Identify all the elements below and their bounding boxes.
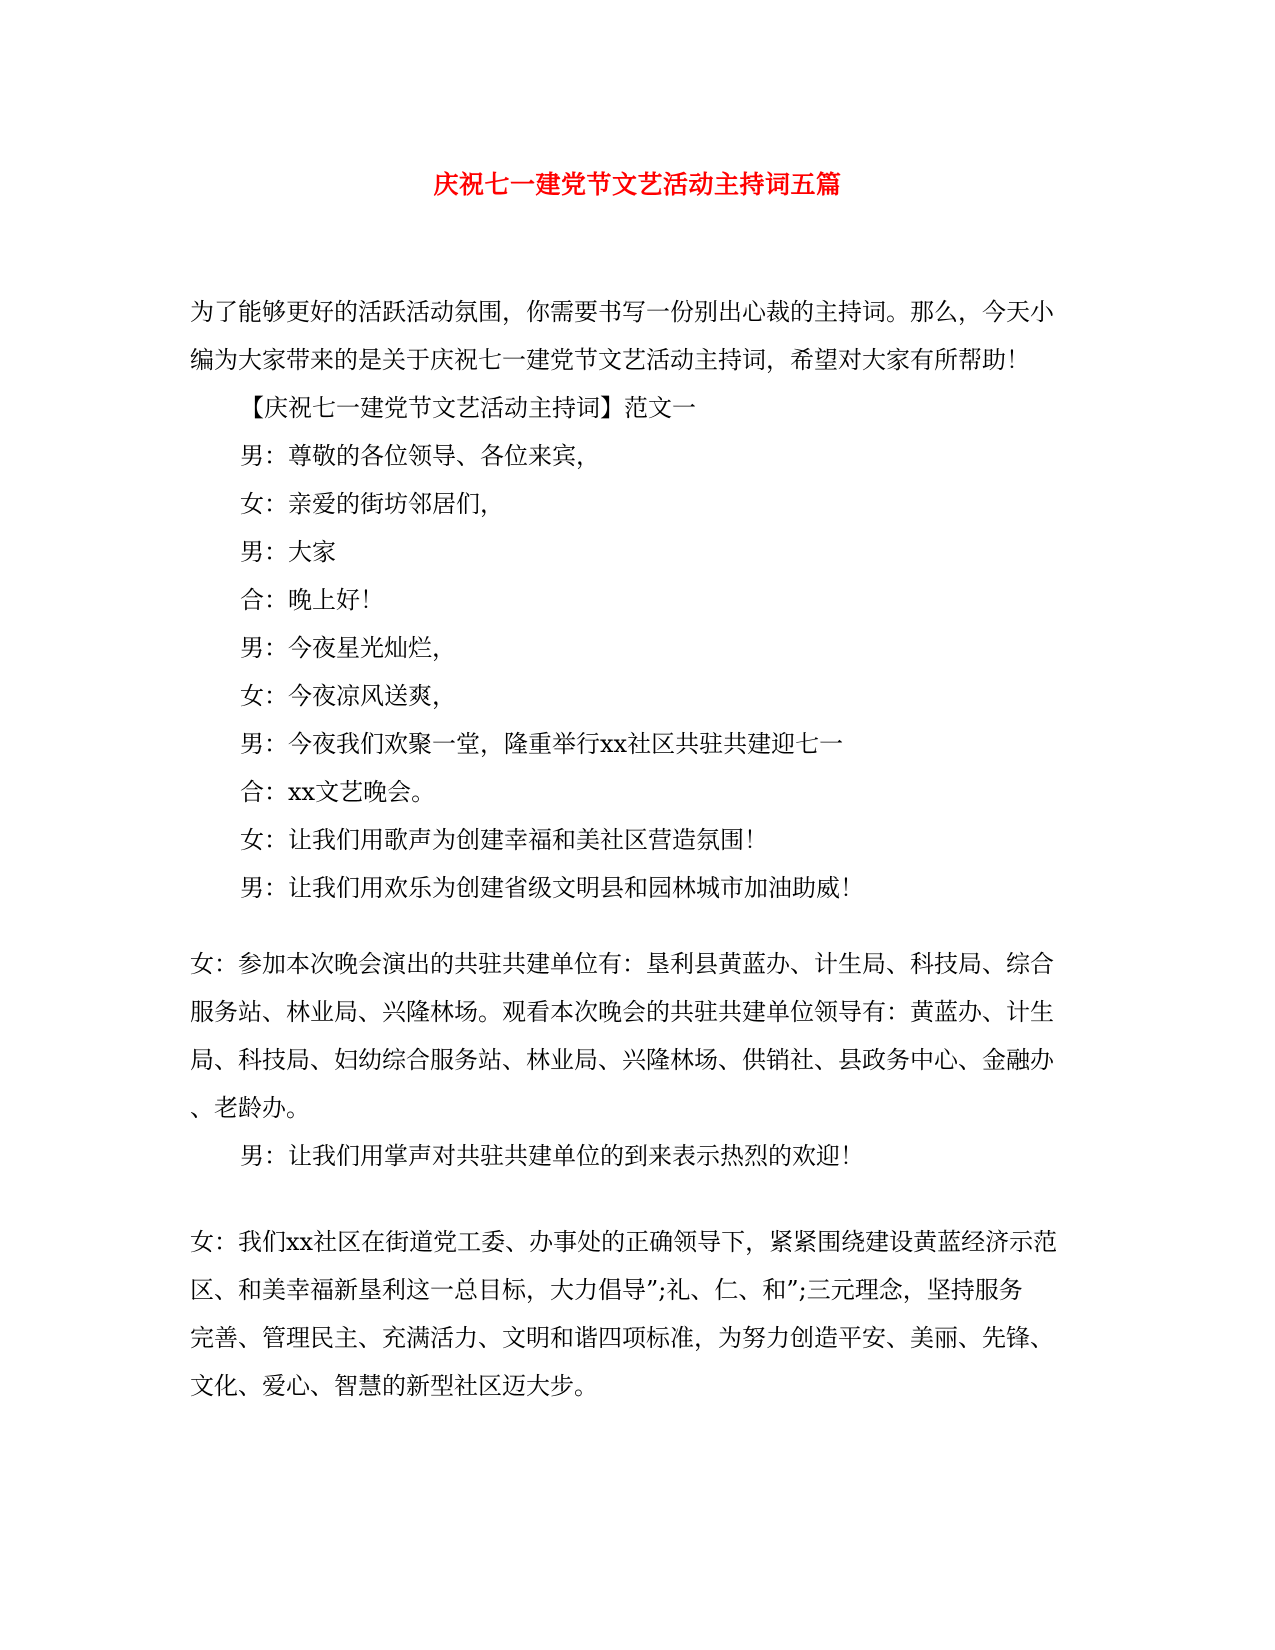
dialogue-line: 女：亲爱的街坊邻居们， bbox=[240, 490, 504, 518]
dialogue-line: 男：尊敬的各位领导、各位来宾， bbox=[240, 442, 600, 470]
document-title: 庆祝七一建党节文艺活动主持词五篇 bbox=[433, 170, 842, 199]
dialogue-line: 男：今夜星光灿烂， bbox=[240, 634, 456, 662]
paragraph-units bbox=[190, 940, 1090, 1180]
intro-line: 编为大家带来的是关于庆祝七一建党节文艺活动主持词，希望对大家有所帮助！ bbox=[190, 346, 1030, 374]
dialogue-line: 合：xx文艺晚会。 bbox=[240, 778, 436, 806]
paragraph-line: 文化、爱心、智慧的新型社区迈大步。 bbox=[190, 1372, 598, 1400]
paragraph-line: 服务站、林业局、兴隆林场。观看本次晚会的共驻共建单位领导有：黄蓝办、计生 bbox=[190, 998, 1054, 1026]
dialogue-line: 男：大家 bbox=[240, 538, 336, 566]
paragraph-line: 完善、管理民主、充满活力、文明和谐四项标准，为努力创造平安、美丽、先锋、 bbox=[190, 1324, 1054, 1352]
dialogue-line: 男：让我们用掌声对共驻共建单位的到来表示热烈的欢迎！ bbox=[240, 1142, 864, 1170]
section-heading: 【庆祝七一建党节文艺活动主持词】范文一 bbox=[240, 394, 696, 422]
dialogue-line: 女：今夜凉风送爽， bbox=[240, 682, 456, 710]
dialogue-line: 女：让我们用歌声为创建幸福和美社区营造氛围！ bbox=[240, 826, 768, 854]
paragraph-line: 女：参加本次晚会演出的共驻共建单位有：垦利县黄蓝办、计生局、科技局、综合 bbox=[190, 950, 1054, 978]
dialogue-line: 男：今夜我们欢聚一堂，隆重举行xx社区共驻共建迎七一 bbox=[240, 730, 844, 758]
paragraph-line: 局、科技局、妇幼综合服务站、林业局、兴隆林场、供销社、县政务中心、金融办 bbox=[190, 1046, 1054, 1074]
intro-and-dialogue-block bbox=[190, 288, 1090, 912]
paragraph-line: 、老龄办。 bbox=[190, 1094, 310, 1122]
dialogue-line: 男：让我们用欢乐为创建省级文明县和园林城市加油助威！ bbox=[240, 874, 864, 902]
dialogue-line: 合：晚上好！ bbox=[240, 586, 384, 614]
paragraph-line: 区、和美幸福新垦利这一总目标，大力倡导”;礼、仁、和”;三元理念，坚持服务 bbox=[190, 1276, 1023, 1304]
paragraph-community bbox=[190, 1218, 1090, 1410]
paragraph-line: 女：我们xx社区在街道党工委、办事处的正确领导下，紧紧围绕建设黄蓝经济示范 bbox=[190, 1228, 1058, 1256]
intro-line: 为了能够更好的活跃活动氛围，你需要书写一份别出心裁的主持词。那么，今天小 bbox=[190, 298, 1054, 326]
